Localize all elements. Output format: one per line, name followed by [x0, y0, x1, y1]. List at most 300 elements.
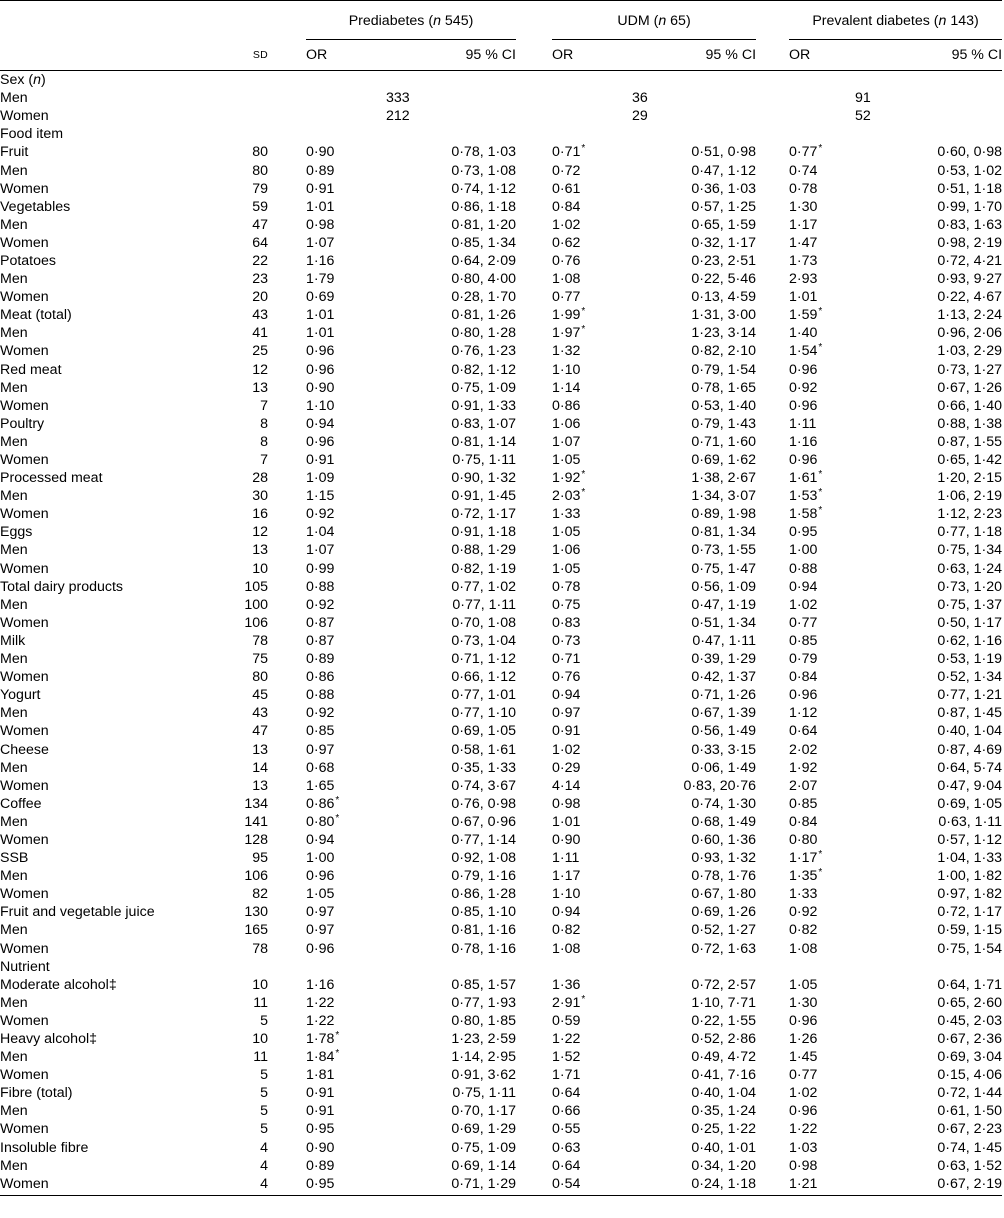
significance-marker: *	[818, 469, 823, 481]
significance-marker: *	[818, 342, 823, 354]
or-cell: 0·80	[789, 831, 818, 848]
ci-cell: 0·74, 1·30	[691, 795, 757, 812]
ci-cell: 0·53, 1·19	[937, 651, 1003, 668]
ci-cell: 0·83, 20·76	[683, 777, 757, 794]
ci-cell: 0·63, 1·11	[938, 813, 1003, 830]
ci-cell: 0·85, 1·10	[451, 904, 516, 921]
ci-cell: 0·60, 0·98	[937, 144, 1003, 161]
table-row	[0, 1157, 1002, 1175]
or-cell: 0·94	[552, 904, 581, 921]
row-label: Fruit	[0, 144, 29, 161]
section-row	[0, 125, 1002, 143]
table-row	[0, 722, 1002, 740]
ci-cell: 0·75, 1·34	[937, 542, 1003, 559]
table-row	[0, 668, 1002, 686]
table-row	[0, 813, 1002, 831]
or-cell: 0·96	[306, 433, 335, 450]
or-cell: 0·54	[552, 1175, 581, 1192]
table-row	[0, 433, 1002, 451]
row-label: Men	[0, 705, 28, 722]
ci-cell: 0·49, 4·72	[691, 1049, 757, 1066]
sd-cell: 20	[252, 289, 268, 306]
ci-cell: 1·34, 3·07	[691, 488, 757, 505]
or-cell: 0·84	[789, 813, 818, 830]
or-cell: 1·07	[306, 234, 335, 251]
table-row	[0, 1102, 1002, 1120]
sd-cell: 13	[252, 379, 268, 396]
ci-cell: 0·45, 2·03	[937, 1012, 1003, 1029]
or-cell: 2·02	[789, 741, 818, 758]
ci-cell: 0·75, 1·54	[937, 940, 1003, 957]
row-label: Women	[0, 343, 49, 360]
significance-marker: *	[818, 487, 823, 499]
or-cell: 0·89	[306, 651, 335, 668]
ci-cell: 0·40, 1·01	[691, 1139, 757, 1156]
ci-cell: 0·64, 5·74	[937, 759, 1003, 776]
ci-cell: 0·23, 2·51	[691, 252, 757, 269]
ci-cell: 0·41, 7·16	[691, 1067, 757, 1084]
ci-cell: 1·04, 1·33	[937, 850, 1003, 867]
or-cell: 1·79	[306, 271, 335, 288]
ci-cell: 0·93, 9·27	[937, 271, 1003, 288]
or-cell: 0·92	[306, 506, 335, 523]
table-row	[0, 614, 1002, 632]
ci-cell: 0·67, 0·96	[451, 813, 516, 830]
or-cell: 1·16	[789, 433, 818, 450]
ci-cell: 0·65, 1·42	[937, 452, 1003, 469]
row-label: Women	[0, 777, 49, 794]
significance-marker: *	[335, 812, 340, 824]
or-cell: 0·89	[306, 1157, 335, 1174]
sd-cell: 23	[252, 271, 268, 288]
ci-cell: 0·66, 1·12	[451, 669, 516, 686]
ci-cell: 0·56, 1·09	[691, 578, 757, 595]
ci-cell: 0·77, 1·93	[451, 994, 516, 1011]
or-cell: 0·90	[306, 144, 335, 161]
significance-marker: *	[581, 324, 586, 336]
or-cell: 0·88	[789, 560, 818, 577]
or-cell: 1·26	[789, 1031, 818, 1048]
ci-cell: 1·13, 2·24	[937, 307, 1003, 324]
sd-cell: 4	[260, 1157, 268, 1174]
table-row	[0, 650, 1002, 668]
count-cell: 333	[386, 90, 410, 107]
ci-cell: 0·15, 4·06	[937, 1067, 1003, 1084]
or-cell: 0·77 *	[789, 143, 855, 161]
sd-cell: 134	[244, 795, 268, 812]
row-label: Cheese	[0, 741, 49, 758]
ci-cell: 0·85, 1·34	[451, 234, 516, 251]
or-cell: 1·97 *	[552, 324, 632, 342]
sd-cell: 10	[252, 1031, 268, 1048]
ci-cell: 0·72, 4·21	[937, 252, 1003, 269]
row-label: Men	[0, 542, 28, 559]
ci-cell: 0·35, 1·33	[451, 759, 516, 776]
ci-cell: 0·78, 1·03	[451, 144, 516, 161]
or-cell: 4·14	[552, 777, 581, 794]
significance-marker: *	[818, 505, 823, 517]
ci-cell: 0·82, 1·19	[451, 560, 516, 577]
row-label: Men	[0, 922, 28, 939]
sd-cell: 82	[252, 886, 268, 903]
ci-cell: 1·00, 1·82	[937, 868, 1003, 885]
or-cell: 0·89	[306, 162, 335, 179]
or-cell: 1·10	[306, 397, 335, 414]
table-row	[0, 1084, 1002, 1102]
table-row	[0, 469, 1002, 487]
or-cell: 0·64	[789, 723, 818, 740]
or-cell: 1·11	[552, 850, 580, 867]
or-cell: 0·92	[306, 705, 335, 722]
ci-cell: 0·96, 2·06	[937, 325, 1003, 342]
row-label: Men	[0, 1103, 28, 1120]
or-cell: 0·96	[789, 1103, 818, 1120]
ci-cell: 0·69, 1·05	[937, 795, 1003, 812]
or-cell: 0·98	[789, 1157, 818, 1174]
ci-cell: 0·91, 1·45	[451, 488, 516, 505]
significance-marker: *	[818, 849, 823, 861]
ci-cell: 0·69, 1·05	[451, 723, 516, 740]
ci-cell: 0·79, 1·54	[691, 361, 757, 378]
sd-cell: 106	[244, 868, 268, 885]
ci-cell: 0·13, 4·59	[691, 289, 757, 306]
table-row	[0, 505, 1002, 523]
ci-cell: 0·75, 1·09	[451, 1139, 516, 1156]
table-row	[0, 252, 1002, 270]
ci-cell: 0·93, 1·32	[691, 850, 757, 867]
or-cell: 0·64	[552, 1085, 581, 1102]
or-cell: 0·75	[552, 596, 581, 613]
or-cell: 0·95	[789, 524, 818, 541]
significance-marker: *	[581, 306, 586, 318]
or-cell: 1·02	[552, 741, 581, 758]
or-cell: 0·78	[552, 578, 581, 595]
row-label: Fibre (total)	[0, 1085, 73, 1102]
table-body	[0, 71, 1002, 1193]
sd-cell: 4	[260, 1139, 268, 1156]
or-cell: 0·91	[306, 1103, 335, 1120]
or-cell: 0·94	[552, 687, 581, 704]
row-label: Women	[0, 234, 49, 251]
ci-cell: 0·69, 1·62	[691, 452, 757, 469]
sd-cell: 11	[253, 1049, 268, 1066]
or-cell: 0·90	[306, 379, 335, 396]
or-cell: 0·72	[552, 162, 581, 179]
ci-cell: 0·75, 1·09	[451, 379, 516, 396]
sd-cell: 100	[244, 596, 268, 613]
row-label: SSB	[0, 850, 29, 867]
count-row	[0, 89, 1002, 107]
ci-cell: 0·47, 1·12	[691, 162, 757, 179]
ci-cell: 0·47, 1·19	[691, 596, 757, 613]
ci-cell: 0·75, 1·11	[452, 452, 516, 469]
ci-cell: 0·59, 1·15	[937, 922, 1003, 939]
sd-cell: 5	[260, 1067, 268, 1084]
or-cell: 0·88	[306, 687, 335, 704]
ci-cell: 0·42, 1·37	[691, 669, 757, 686]
or-cell: 1·10	[552, 886, 581, 903]
table-row	[0, 704, 1002, 722]
table-row	[0, 921, 1002, 939]
column-header-row	[0, 40, 1002, 71]
sd-cell: 10	[252, 560, 268, 577]
row-label: Men	[0, 1157, 28, 1174]
sd-cell: 80	[252, 162, 268, 179]
or-cell: 0·96	[306, 343, 335, 360]
ci-cell: 0·80, 1·85	[451, 1012, 516, 1029]
ci-cell: 0·35, 1·24	[691, 1103, 757, 1120]
ci-cell: 0·90, 1·32	[451, 470, 516, 487]
ci-cell: 1·31, 3·00	[691, 307, 757, 324]
ci-cell: 0·58, 1·61	[451, 741, 516, 758]
ci-cell: 0·73, 1·04	[451, 632, 516, 649]
or-cell: 0·64	[552, 1157, 581, 1174]
ci-cell: 0·77, 1·11	[452, 596, 516, 613]
ci-cell: 0·73, 1·08	[451, 162, 516, 179]
or-cell: 0·96	[789, 452, 818, 469]
row-label: Women	[0, 669, 49, 686]
row-label: Women	[0, 1121, 49, 1138]
or-cell: 0·91	[306, 180, 335, 197]
table-row	[0, 994, 1002, 1012]
or-cell: 1·09	[306, 470, 335, 487]
or-cell: 1·45	[789, 1049, 818, 1066]
or-cell: 1·10	[552, 361, 581, 378]
ci-header: 95 % CI	[855, 40, 1002, 71]
table-row	[0, 361, 1002, 379]
row-label: Women	[0, 397, 49, 414]
ci-cell: 0·91, 3·62	[451, 1067, 516, 1084]
ci-cell: 0·97, 1·82	[937, 886, 1003, 903]
or-cell: 1·30	[789, 994, 818, 1011]
sd-cell: 13	[252, 777, 268, 794]
or-cell: 0·94	[789, 578, 818, 595]
table-row	[0, 940, 1002, 958]
sd-cell: 75	[252, 651, 268, 668]
table-row	[0, 198, 1002, 216]
sd-cell: 59	[252, 198, 268, 215]
ci-cell: 0·77, 1·01	[451, 687, 516, 704]
or-cell: 1·92 *	[552, 469, 632, 487]
group-header-prediabetes: Prediabetes (n 545)	[306, 1, 516, 41]
ci-cell: 0·53, 1·40	[691, 397, 757, 414]
or-cell: 1·47	[789, 234, 818, 251]
ci-cell: 0·72, 1·17	[937, 904, 1003, 921]
or-cell: 1·11	[789, 415, 817, 432]
or-cell: 0·77	[789, 614, 818, 631]
table-row	[0, 885, 1002, 903]
or-cell: 1·22	[306, 994, 335, 1011]
or-cell: 0·82	[552, 922, 581, 939]
row-label: Red meat	[0, 361, 62, 378]
ci-cell: 0·52, 2·86	[691, 1031, 757, 1048]
or-cell: 0·76	[552, 252, 581, 269]
sd-cell: 12	[252, 361, 268, 378]
sd-cell: 78	[252, 632, 268, 649]
row-label: Men	[0, 162, 28, 179]
row-label: Men	[0, 868, 28, 885]
or-header: OR	[306, 40, 386, 71]
or-cell: 0·91	[552, 723, 581, 740]
ci-cell: 1·38, 2·67	[691, 470, 757, 487]
or-cell: 1·54 *	[789, 342, 855, 360]
row-label: Men	[0, 325, 28, 342]
row-label: Yogurt	[0, 687, 41, 704]
section-label: Nutrient	[0, 958, 50, 975]
or-cell: 1·01	[306, 307, 335, 324]
or-cell: 1·01	[306, 198, 335, 215]
sd-cell: 11	[253, 994, 268, 1011]
table-row	[0, 288, 1002, 306]
ci-cell: 0·67, 1·26	[937, 379, 1003, 396]
or-cell: 1·08	[552, 940, 581, 957]
row-label: Coffee	[0, 795, 42, 812]
ci-cell: 0·40, 1·04	[691, 1085, 757, 1102]
sd-cell: 13	[252, 741, 268, 758]
or-cell: 0·96	[789, 687, 818, 704]
sd-cell: 43	[252, 705, 268, 722]
or-cell: 0·85	[789, 795, 818, 812]
ci-cell: 0·98, 2·19	[937, 234, 1003, 251]
ci-cell: 0·47, 1·11	[692, 632, 757, 649]
ci-cell: 1·14, 2·95	[451, 1049, 516, 1066]
or-cell: 0·96	[306, 361, 335, 378]
row-label: Men	[0, 813, 28, 830]
ci-cell: 0·81, 1·20	[451, 216, 516, 233]
sd-cell: 8	[260, 433, 268, 450]
ci-cell: 0·71, 1·29	[451, 1175, 516, 1192]
or-cell: 0·95	[306, 1121, 335, 1138]
or-cell: 1·08	[552, 271, 581, 288]
ci-cell: 0·73, 1·27	[937, 361, 1003, 378]
row-label: Eggs	[0, 524, 33, 541]
or-cell: 0·96	[789, 1012, 818, 1029]
ci-cell: 0·06, 1·49	[691, 759, 757, 776]
table-row	[0, 342, 1002, 360]
sd-cell: 80	[252, 144, 268, 161]
row-label: Men	[0, 488, 28, 505]
significance-marker: *	[335, 1048, 340, 1060]
or-cell: 0·94	[306, 831, 335, 848]
or-cell: 1·92	[789, 759, 818, 776]
ci-cell: 0·67, 2·36	[937, 1031, 1003, 1048]
row-label: Women	[0, 180, 49, 197]
ci-cell: 0·78, 1·76	[691, 868, 757, 885]
ci-cell: 0·74, 1·12	[451, 180, 516, 197]
sd-cell: 64	[252, 234, 268, 251]
section-label: Sex (n)	[0, 72, 46, 89]
ci-cell: 0·70, 1·08	[451, 614, 516, 631]
ci-cell: 0·77, 1·14	[451, 831, 516, 848]
or-cell: 1·32	[552, 343, 581, 360]
ci-cell: 0·52, 1·27	[691, 922, 757, 939]
or-cell: 0·98	[306, 216, 335, 233]
table-row	[0, 1120, 1002, 1138]
sd-cell: 5	[260, 1121, 268, 1138]
ci-cell: 0·77, 1·10	[451, 705, 516, 722]
ci-cell: 0·33, 3·15	[691, 741, 757, 758]
or-cell: 1·22	[552, 1031, 581, 1048]
row-label: Men	[0, 651, 28, 668]
row-label: Women	[0, 614, 49, 631]
or-cell: 1·40	[789, 325, 818, 342]
row-label: Men	[0, 994, 28, 1011]
ci-cell: 1·20, 2·15	[937, 470, 1003, 487]
ci-cell: 0·71, 1·60	[691, 433, 757, 450]
section-row	[0, 958, 1002, 976]
or-cell: 1·05	[789, 976, 818, 993]
table-row	[0, 759, 1002, 777]
ci-cell: 0·81, 1·26	[451, 307, 516, 324]
ci-cell: 0·64, 1·71	[937, 976, 1003, 993]
table-row	[0, 161, 1002, 179]
sd-cell: 22	[252, 252, 268, 269]
table-row	[0, 560, 1002, 578]
ci-cell: 1·06, 2·19	[937, 488, 1003, 505]
count-cell: 52	[855, 108, 871, 125]
ci-cell: 0·47, 9·04	[937, 777, 1003, 794]
sd-cell: 95	[252, 850, 268, 867]
ci-cell: 0·87, 4·69	[937, 741, 1003, 758]
ci-cell: 0·88, 1·38	[937, 415, 1003, 432]
or-cell: 1·01	[306, 325, 335, 342]
sd-cell: 8	[260, 415, 268, 432]
or-cell: 1·30	[789, 198, 818, 215]
row-label: Potatoes	[0, 252, 57, 269]
row-label: Women	[0, 560, 49, 577]
group-header-row	[0, 1, 1002, 41]
significance-marker: *	[581, 487, 586, 499]
or-cell: 0·91	[306, 1085, 335, 1102]
ci-cell: 0·79, 1·43	[691, 415, 757, 432]
table-row	[0, 1175, 1002, 1193]
table-row	[0, 1139, 1002, 1157]
row-label: Men	[0, 90, 28, 107]
ci-cell: 0·74, 3·67	[451, 777, 516, 794]
ci-cell: 1·12, 2·23	[937, 506, 1003, 523]
or-cell: 1·03	[789, 1139, 818, 1156]
or-cell: 0·97	[552, 705, 581, 722]
ci-cell: 0·24, 1·18	[691, 1175, 757, 1192]
or-cell: 1·17 *	[789, 849, 855, 867]
ci-cell: 0·76, 0·98	[451, 795, 516, 812]
or-cell: 1·04	[306, 524, 335, 541]
ci-cell: 0·57, 1·12	[937, 831, 1003, 848]
ci-cell: 0·91, 1·33	[451, 397, 516, 414]
ci-cell: 0·67, 2·23	[937, 1121, 1003, 1138]
or-cell: 1·01	[552, 813, 581, 830]
ci-cell: 0·72, 2·57	[691, 976, 757, 993]
or-cell: 1·06	[552, 542, 581, 559]
or-cell: 0·96	[306, 868, 335, 885]
or-cell: 0·98	[552, 795, 581, 812]
table-row	[0, 379, 1002, 397]
or-cell: 0·99	[306, 560, 335, 577]
row-label: Women	[0, 940, 49, 957]
ci-cell: 0·22, 5·46	[691, 271, 757, 288]
ci-cell: 0·22, 4·67	[937, 289, 1003, 306]
or-cell: 1·02	[789, 1085, 818, 1102]
row-label: Men	[0, 271, 28, 288]
sd-cell: 80	[252, 669, 268, 686]
ci-cell: 0·72, 1·17	[451, 506, 516, 523]
ci-cell: 0·51, 1·34	[691, 614, 757, 631]
row-label: Men	[0, 759, 28, 776]
group-header-prevalent-diabetes: Prevalent diabetes (n 143)	[789, 1, 1002, 41]
ci-cell: 0·79, 1·16	[451, 868, 516, 885]
ci-cell: 0·53, 1·02	[937, 162, 1003, 179]
group-header-udm: UDM (n 65)	[552, 1, 756, 41]
